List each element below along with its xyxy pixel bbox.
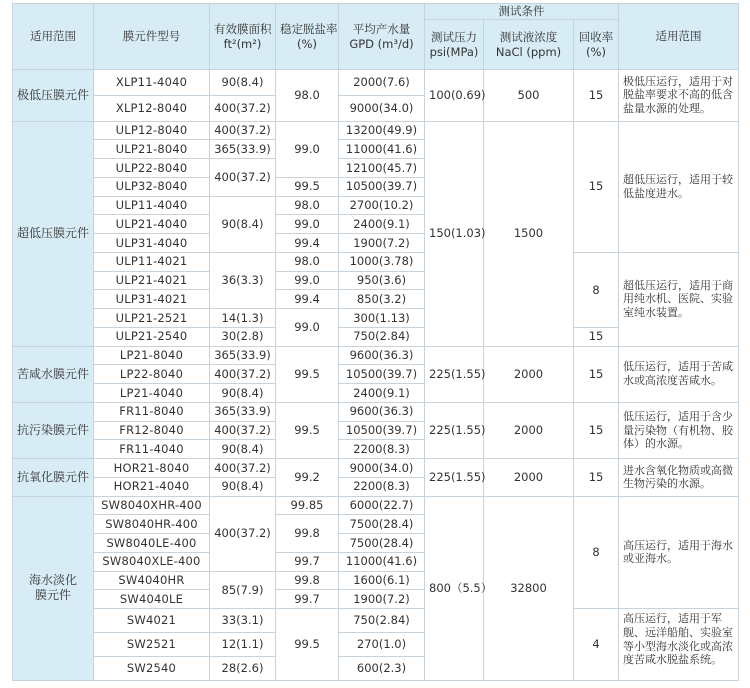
flow-cell: 7500(28.4)	[339, 515, 425, 534]
flow-cell: 850(3.2)	[339, 290, 425, 309]
area-cell: 400(37.2)	[210, 496, 276, 571]
flow-cell: 600(2.3)	[339, 656, 425, 680]
flow-cell: 10500(39.7)	[339, 365, 425, 384]
rejection-cell: 99.0	[276, 121, 339, 177]
model-cell: ULP21-2521	[94, 309, 210, 328]
rejection-cell: 99.8	[276, 571, 339, 590]
flow-cell: 2400(9.1)	[339, 384, 425, 403]
flow-cell: 1900(7.2)	[339, 234, 425, 253]
area-cell: 90(8.4)	[210, 70, 276, 96]
flow-cell: 11000(41.6)	[339, 140, 425, 159]
application-cell: 低压运行，适用于苦咸水或高浓度苦咸水。	[619, 346, 739, 402]
area-cell: 400(37.2)	[210, 159, 276, 197]
table-row	[13, 459, 739, 478]
header-flow	[339, 4, 425, 70]
pressure-cell: 225(1.55)	[425, 459, 484, 497]
pressure-cell: 800（5.5）	[425, 496, 484, 681]
recovery-cell: 15	[574, 459, 619, 497]
flow-cell: 9600(36.3)	[339, 346, 425, 365]
area-cell: 90(8.4)	[210, 384, 276, 403]
rejection-cell: 99.0	[276, 215, 339, 234]
table-row	[13, 402, 739, 421]
application-cell: 高压运行，适用于海水或亚海水。	[619, 496, 739, 609]
flow-cell: 1900(7.2)	[339, 590, 425, 609]
rejection-cell: 99.0	[276, 271, 339, 290]
area-cell: 400(37.2)	[210, 121, 276, 140]
flow-cell: 2200(8.3)	[339, 477, 425, 496]
flow-cell: 2400(9.1)	[339, 215, 425, 234]
rejection-cell: 98.0	[276, 70, 339, 122]
model-cell: ULP32-8040	[94, 177, 210, 196]
model-cell: LP21-4040	[94, 384, 210, 403]
header-recovery	[574, 20, 619, 70]
rejection-cell: 99.5	[276, 609, 339, 681]
rejection-cell: 98.0	[276, 252, 339, 271]
flow-cell: 1600(6.1)	[339, 571, 425, 590]
recovery-cell: 8	[574, 252, 619, 327]
area-cell: 400(37.2)	[210, 421, 276, 440]
rejection-cell: 99.5	[276, 346, 339, 402]
area-cell: 365(33.9)	[210, 402, 276, 421]
pressure-cell: 225(1.55)	[425, 402, 484, 458]
recovery-cell: 15	[574, 402, 619, 458]
flow-cell: 9600(36.3)	[339, 402, 425, 421]
pressure-cell: 100(0.69)	[425, 70, 484, 122]
table-row	[13, 70, 739, 96]
model-cell: SW4040LE	[94, 590, 210, 609]
area-cell: 400(37.2)	[210, 95, 276, 121]
table-row	[13, 609, 739, 633]
membrane-spec-table	[12, 3, 739, 681]
header-rejection	[276, 4, 339, 70]
model-cell: SW4040HR	[94, 571, 210, 590]
header-application: 适用范围	[619, 4, 739, 70]
header-concentration-line2: NaCl (ppm)	[495, 44, 562, 59]
header-app-range: 适用范围	[13, 4, 94, 70]
recovery-cell: 15	[574, 121, 619, 252]
header-area-line2: ft²(m²)	[223, 36, 262, 51]
area-cell: 90(8.4)	[210, 477, 276, 496]
flow-cell: 950(3.6)	[339, 271, 425, 290]
header-recovery-line1: 回收率	[578, 30, 614, 45]
recovery-cell: 15	[574, 70, 619, 122]
model-cell: SW8040LE-400	[94, 534, 210, 553]
area-cell: 28(2.6)	[210, 656, 276, 680]
concentration-cell: 2000	[484, 402, 574, 458]
area-cell: 365(33.9)	[210, 346, 276, 365]
model-cell: FR11-4040	[94, 440, 210, 459]
application-cell: 极低压运行，适用于对脱盐率要求不高的低含盐量水源的处理。	[619, 70, 739, 122]
category-sw	[13, 496, 94, 681]
header-concentration-line1: 测试液浓度	[499, 30, 558, 45]
concentration-cell: 500	[484, 70, 574, 122]
recovery-cell: 15	[574, 346, 619, 402]
model-cell: SW8040XHR-400	[94, 496, 210, 515]
header-pressure-line1: 测试压力	[431, 30, 477, 45]
application-cell: 进水含氧化物质或高微生物污染的水源。	[619, 459, 739, 497]
application-cell: 超低压运行，适用于商用纯水机、医院、实验室纯水装置。	[619, 252, 739, 346]
application-cell: 低压运行，适用于含少量污染物（有机物、胶体）的水源。	[619, 402, 739, 458]
header-rejection-line2: (%)	[297, 36, 317, 51]
rejection-cell: 99.7	[276, 590, 339, 609]
header-flow-line1: 平均产水量	[352, 22, 411, 37]
flow-cell: 300(1.13)	[339, 309, 425, 328]
rejection-cell: 99.2	[276, 459, 339, 497]
recovery-cell: 15	[574, 327, 619, 346]
flow-cell: 13200(49.9)	[339, 121, 425, 140]
concentration-cell: 2000	[484, 459, 574, 497]
model-cell: XLP12-8040	[94, 95, 210, 121]
area-cell: 12(1.1)	[210, 632, 276, 656]
area-cell: 30(2.8)	[210, 327, 276, 346]
flow-cell: 10500(39.7)	[339, 177, 425, 196]
rejection-cell: 99.7	[276, 552, 339, 571]
flow-cell: 2200(8.3)	[339, 440, 425, 459]
flow-cell: 750(2.84)	[339, 327, 425, 346]
flow-cell: 1000(3.78)	[339, 252, 425, 271]
area-cell: 400(37.2)	[210, 459, 276, 478]
model-cell: HOR21-8040	[94, 459, 210, 478]
concentration-cell: 1500	[484, 121, 574, 346]
rejection-cell: 99.5	[276, 177, 339, 196]
category-sw-line2: 膜元件	[34, 588, 71, 603]
category-sw-line1: 海水淡化	[28, 573, 77, 588]
area-cell: 400(37.2)	[210, 365, 276, 384]
model-cell: SW4021	[94, 609, 210, 633]
rejection-cell: 99.85	[276, 496, 339, 515]
flow-cell: 6000(22.7)	[339, 496, 425, 515]
model-cell: FR12-8040	[94, 421, 210, 440]
area-cell: 90(8.4)	[210, 440, 276, 459]
model-cell: LP21-8040	[94, 346, 210, 365]
category-fr: 抗污染膜元件	[13, 402, 94, 458]
header-row-1	[13, 4, 739, 20]
model-cell: ULP11-4040	[94, 196, 210, 215]
table-row	[13, 252, 739, 271]
rejection-cell: 99.8	[276, 515, 339, 553]
flow-cell: 9000(34.0)	[339, 95, 425, 121]
rejection-cell: 99.5	[276, 402, 339, 458]
flow-cell: 9000(34.0)	[339, 459, 425, 478]
area-cell: 85(7.9)	[210, 571, 276, 609]
flow-cell: 2700(10.2)	[339, 196, 425, 215]
application-cell: 高压运行，适用于军舰、远洋船舶、实验室等小型海水淡化或高浓度苦咸水脱盐系统。	[619, 609, 739, 681]
header-concentration	[484, 20, 574, 70]
flow-cell: 7500(28.4)	[339, 534, 425, 553]
model-cell: ULP21-2540	[94, 327, 210, 346]
model-cell: LP22-8040	[94, 365, 210, 384]
rejection-cell: 98.0	[276, 196, 339, 215]
header-model: 膜元件型号	[94, 4, 210, 70]
model-cell: ULP22-8040	[94, 159, 210, 178]
model-cell: HOR21-4040	[94, 477, 210, 496]
model-cell: ULP21-4021	[94, 271, 210, 290]
rejection-cell: 99.4	[276, 290, 339, 309]
header-area	[210, 4, 276, 70]
header-area-line1: 有效膜面积	[214, 22, 272, 37]
rejection-cell: 99.0	[276, 309, 339, 347]
flow-cell: 750(2.84)	[339, 609, 425, 633]
category-hor: 抗氧化膜元件	[13, 459, 94, 497]
flow-cell: 270(1.0)	[339, 632, 425, 656]
header-flow-line2: GPD (m³/d)	[349, 36, 414, 51]
area-cell: 14(1.3)	[210, 309, 276, 328]
rejection-cell: 99.4	[276, 234, 339, 253]
area-cell: 33(3.1)	[210, 609, 276, 633]
model-cell: ULP21-4040	[94, 215, 210, 234]
table-row	[13, 496, 739, 515]
table-row	[13, 121, 739, 140]
model-cell: ULP31-4040	[94, 234, 210, 253]
area-cell: 36(3.3)	[210, 252, 276, 308]
table-row	[13, 346, 739, 365]
header-pressure-line2: psi(MPa)	[429, 44, 479, 59]
category-xlp: 极低压膜元件	[13, 70, 94, 122]
concentration-cell: 2000	[484, 346, 574, 402]
model-cell: SW8040XLE-400	[94, 552, 210, 571]
model-cell: FR11-8040	[94, 402, 210, 421]
header-rejection-line1: 稳定脱盐率	[280, 22, 338, 37]
category-lp: 苦咸水膜元件	[13, 346, 94, 402]
flow-cell: 12100(45.7)	[339, 159, 425, 178]
header-pressure	[425, 20, 484, 70]
model-cell: XLP11-4040	[94, 70, 210, 96]
model-cell: ULP21-8040	[94, 140, 210, 159]
pressure-cell: 150(1.03)	[425, 121, 484, 346]
model-cell: SW2521	[94, 632, 210, 656]
area-cell: 90(8.4)	[210, 196, 276, 252]
model-cell: ULP31-4021	[94, 290, 210, 309]
recovery-cell: 4	[574, 609, 619, 681]
header-test-conditions: 测试条件	[425, 4, 619, 20]
model-cell: SW2540	[94, 656, 210, 680]
recovery-cell: 8	[574, 496, 619, 609]
area-cell: 365(33.9)	[210, 140, 276, 159]
header-recovery-line2: (%)	[586, 44, 606, 59]
flow-cell: 10500(39.7)	[339, 421, 425, 440]
model-cell: ULP11-4021	[94, 252, 210, 271]
flow-cell: 2000(7.6)	[339, 70, 425, 96]
category-ulp: 超低压膜元件	[13, 121, 94, 346]
concentration-cell: 32800	[484, 496, 574, 681]
flow-cell: 11000(41.6)	[339, 552, 425, 571]
pressure-cell: 225(1.55)	[425, 346, 484, 402]
model-cell: ULP12-8040	[94, 121, 210, 140]
model-cell: SW8040HR-400	[94, 515, 210, 534]
application-cell: 超低压运行，适用于较低盐度进水。	[619, 121, 739, 252]
